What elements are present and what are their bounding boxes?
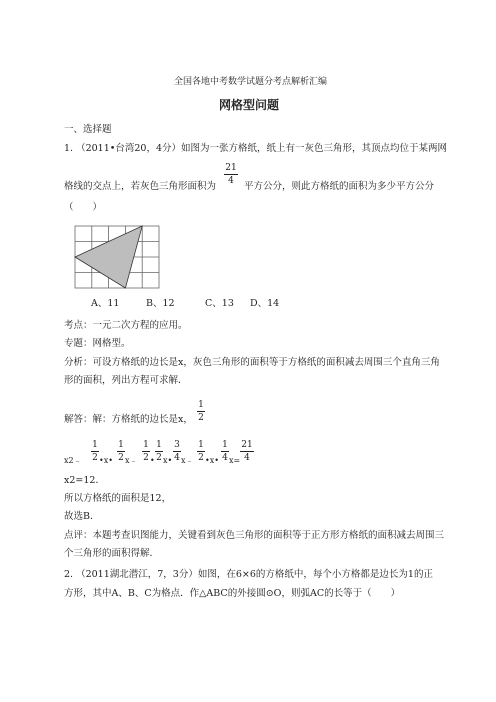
analysis-line2: 形的面积，列出方程可求解． bbox=[64, 375, 188, 386]
fraction-numerator: 1 bbox=[118, 440, 124, 450]
eq-fraction bbox=[142, 440, 150, 463]
fraction-numerator: 1 bbox=[198, 400, 204, 410]
option-d: D、14 bbox=[250, 298, 280, 309]
fraction-denominator: 2 bbox=[118, 453, 124, 463]
fraction-numerator: 1 bbox=[156, 440, 162, 450]
answer-line: 故选B． bbox=[64, 511, 100, 522]
comment-line1: 点评：本题考查识图能力，关键看到灰色三角形的面积等于正方形方格纸的面积减去周围三 bbox=[64, 530, 445, 541]
analysis-line1: 分析：可设方格纸的边长是x，灰色三角形的面积等于方格纸的面积减去周围三个直角三角 bbox=[64, 357, 440, 368]
section-heading: 一、选择题 bbox=[64, 124, 112, 135]
eq-fraction bbox=[155, 440, 163, 463]
fraction-bar bbox=[173, 451, 181, 452]
fraction-denominator: 2 bbox=[156, 453, 162, 463]
eq-part: x• bbox=[163, 456, 173, 465]
fraction-numerator: 3 bbox=[174, 440, 180, 450]
fraction-denominator: 4 bbox=[244, 453, 250, 463]
fraction-bar bbox=[91, 451, 99, 452]
fraction-numerator: 1 bbox=[92, 440, 98, 450]
fraction-denominator: 2 bbox=[92, 453, 98, 463]
document-subtitle: 全国各地中考数学试题分考点解析汇编 bbox=[174, 77, 328, 87]
half-fraction bbox=[197, 400, 205, 423]
fraction-denominator: 2 bbox=[198, 413, 204, 423]
fraction-bar bbox=[221, 451, 229, 452]
q2-line2: 方形，其中A、B、C为格点．作△ABC的外接圆⊙O，则弧AC的长等于（ ） bbox=[64, 588, 401, 599]
fraction-bar bbox=[117, 451, 125, 452]
eq-part: •x• bbox=[99, 456, 113, 465]
eq-fraction bbox=[91, 440, 99, 463]
eq-part: x﹣ bbox=[125, 456, 138, 465]
fraction-denominator: 4 bbox=[174, 453, 180, 463]
eq-part: • bbox=[150, 456, 155, 465]
eq-part: x= bbox=[229, 456, 241, 465]
option-c: C、13 bbox=[205, 298, 234, 309]
eq-part: •x• bbox=[205, 456, 219, 465]
fraction-bar bbox=[224, 174, 238, 175]
fraction-bar bbox=[197, 411, 205, 412]
eq-fraction bbox=[221, 440, 229, 463]
result-line: x2=12． bbox=[64, 475, 105, 486]
conclusion-line: 所以方格纸的面积是12， bbox=[64, 493, 172, 504]
fraction-bar bbox=[155, 451, 163, 452]
q1-answer-blank: （ ） bbox=[64, 202, 103, 213]
zhuanti: 专题：网格型。 bbox=[64, 338, 131, 349]
grid-figure bbox=[74, 225, 160, 289]
eq-start: x2﹣ bbox=[64, 456, 82, 465]
fraction-bar bbox=[240, 451, 254, 452]
eq-fraction bbox=[117, 440, 125, 463]
fraction-numerator: 1 bbox=[198, 440, 204, 450]
fraction-numerator: 1 bbox=[222, 440, 228, 450]
q1-line2-a: 格线的交点上，若灰色三角形面积为 bbox=[64, 181, 217, 192]
comment-line2: 个三角形的面积得解． bbox=[64, 548, 160, 559]
eq-fraction bbox=[240, 440, 254, 463]
q2-line1: 2. （2011湖北潜江，7，3分）如图，在6×6的方格纸中，每个小方格都是边长为1的正 bbox=[64, 569, 433, 580]
eq-fraction bbox=[197, 440, 205, 463]
q1-line2-b: 平方公分，则此方格纸的面积为多少平方公分 bbox=[244, 181, 435, 192]
fraction-denominator: 2 bbox=[198, 453, 204, 463]
q1-area-fraction bbox=[224, 163, 238, 186]
fraction-bar bbox=[197, 451, 205, 452]
kaodian: 考点：一元二次方程的应用。 bbox=[64, 320, 188, 331]
fraction-denominator: 4 bbox=[228, 176, 234, 186]
fraction-numerator: 21 bbox=[225, 163, 237, 173]
option-b: B、12 bbox=[146, 298, 175, 309]
fraction-numerator: 21 bbox=[241, 440, 253, 450]
fraction-bar bbox=[142, 451, 150, 452]
fraction-denominator: 4 bbox=[222, 453, 228, 463]
fraction-denominator: 2 bbox=[143, 453, 149, 463]
solution-label: 解答：解：方格纸的边长是x， bbox=[64, 414, 193, 425]
document-title: 网格型问题 bbox=[219, 98, 280, 112]
option-a: A、11 bbox=[91, 298, 120, 309]
eq-part: x﹣ bbox=[181, 456, 194, 465]
fraction-numerator: 1 bbox=[143, 440, 149, 450]
q1-line1: 1. （2011•台湾20，4分）如图为一张方格纸，纸上有一灰色三角形，其顶点均位于某两网 bbox=[64, 143, 447, 154]
eq-fraction bbox=[173, 440, 181, 463]
